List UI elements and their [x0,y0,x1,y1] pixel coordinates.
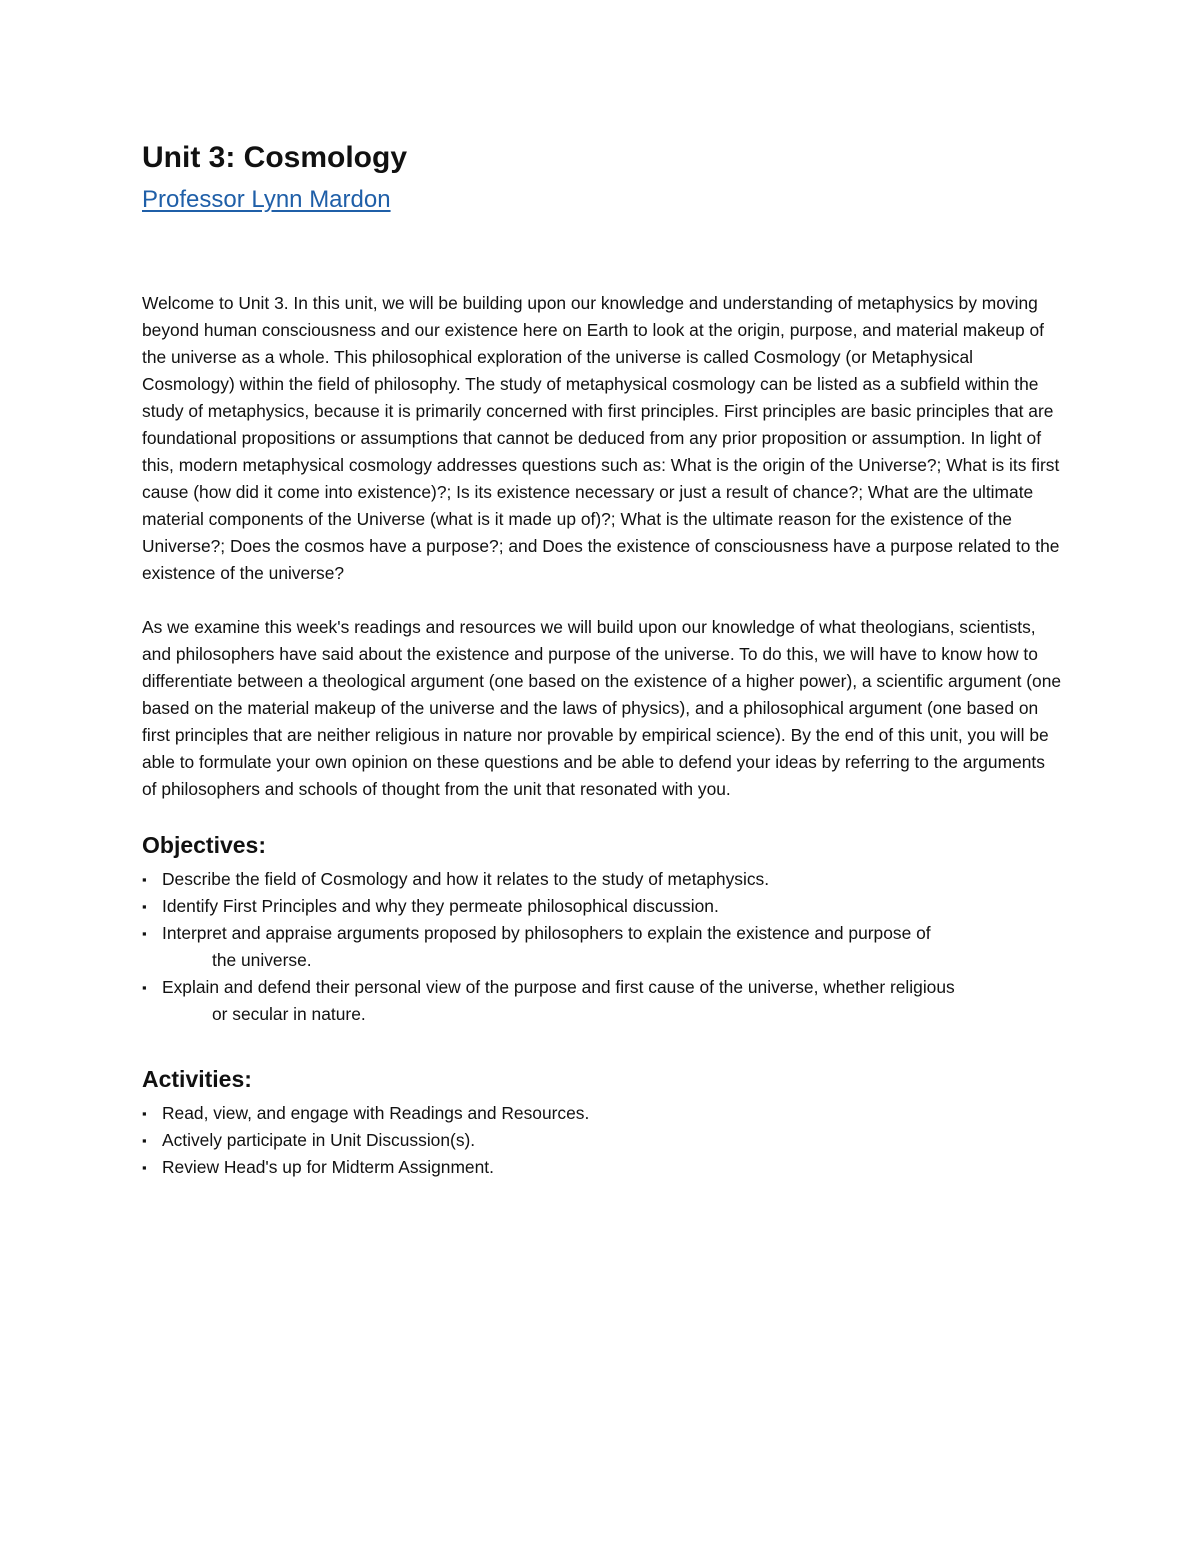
document-page [142,138,1062,1181]
bullet-icon: ▪ [142,872,147,887]
objective-text: Describe the field of Cosmology and how it relates to the study of metaphysics. [162,869,770,889]
objective-text: Identify First Principles and why they permeate philosophical discussion. [162,896,719,916]
objectives-list [142,866,1062,1028]
bullet-icon: ▪ [142,1133,147,1148]
activity-item [142,1100,1062,1127]
objectives-heading: Objectives: [142,832,266,858]
objective-text-continued: or secular in nature. [212,1004,366,1024]
objective-text: Interpret and appraise arguments proposed by philosophers to explain the existence and purpose of [162,923,931,943]
activity-text: Read, view, and engage with Readings and Resources. [162,1103,590,1123]
bullet-icon: ▪ [142,1160,147,1175]
objective-text: Explain and defend their personal view of the purpose and first cause of the universe, whether religious [162,977,955,997]
activity-item [142,1127,1062,1154]
activity-text: Review Head's up for Midterm Assignment. [162,1157,494,1177]
objective-item [142,893,1062,920]
intro-paragraph: Welcome to Unit 3. In this unit, we will be building upon our knowledge and understanding of metaphysics by moving beyond human consciousness and our existence here on Earth to look at the origin, purpose, and material makeup of the universe as a whole. This philosophical exploration of the universe is called Cosmology (or Metaphysical Cosmology) within the field of philosophy. The study of metaphysical cosmology can be listed as a subfield within the study of metaphysics, because it is primarily concerned with first principles. First principles are basic principles that are foundational propositions or assumptions that cannot be deduced from any prior proposition or assumption. In light of this, modern metaphysical cosmology addresses questions such as: What is the origin of the Universe?; What is its first cause (how did it come into existence)?; Is its existence necessary or just a result of chance?; What are the ultimate material components of the Universe (what is it made up of)?; What is the ultimate reason for the existence of the Universe?; Does the cosmos have a purpose?; and Does the existence of consciousness have a purpose related to the existence of the universe? [142,293,1060,583]
page-title: Unit 3: Cosmology [142,141,408,174]
readings-paragraph: As we examine this week's readings and resources we will build upon our knowledge of what theologians, scientists, and philosophers have said about the existence and purpose of the universe. To do this, we will have to know how to differentiate between a theological argument (one based on the existence of a higher power), a scientific argument (one based on the material makeup of the universe and the laws of physics), and a philosophical argument (one based on first principles that are neither religious in nature nor provable by empirical science). By the end of this unit, you will be able to formulate your own opinion on these questions and be able to defend your ideas by referring to the arguments of philosophers and schools of thought from the unit that resonated with you. [142,617,1062,799]
objective-item [142,866,1062,893]
activities-list [142,1100,1062,1181]
bullet-icon: ▪ [142,926,147,941]
objective-item [142,920,1062,974]
activities-heading: Activities: [142,1066,252,1092]
objective-text-continued: the universe. [212,950,312,970]
activity-item [142,1154,1062,1181]
objective-item [142,974,1062,1028]
bullet-icon: ▪ [142,980,147,995]
activity-text: Actively participate in Unit Discussion(s). [162,1130,476,1150]
bullet-icon: ▪ [142,899,147,914]
professor-link[interactable]: Professor Lynn Mardon [142,186,391,213]
bullet-icon: ▪ [142,1106,147,1121]
